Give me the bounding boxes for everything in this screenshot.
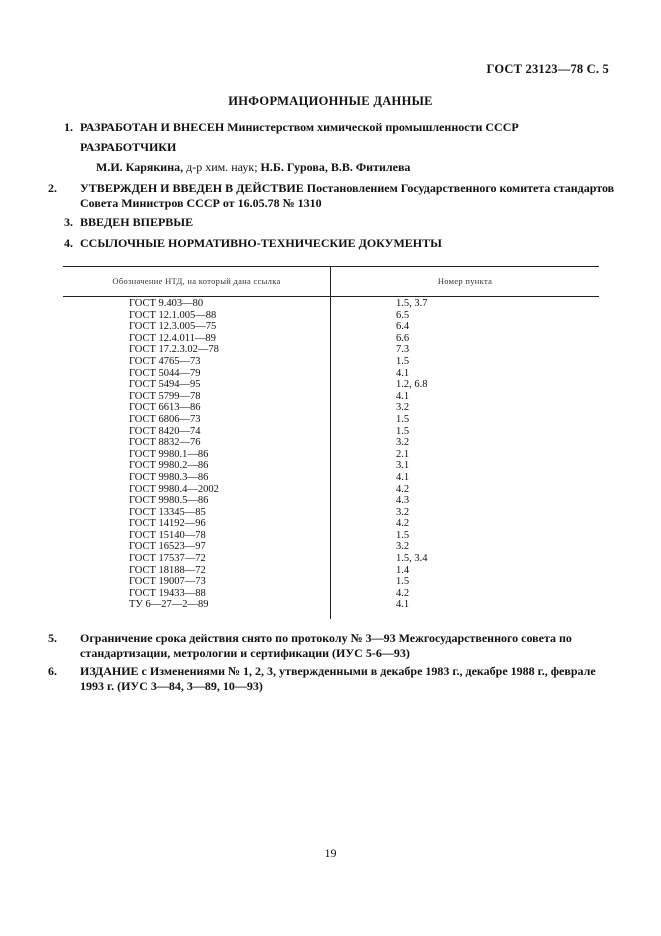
designation-cell: ГОСТ 17537—72 xyxy=(129,553,206,565)
table-row xyxy=(63,426,599,438)
table-row xyxy=(63,368,599,380)
clause-cell: 4.2 xyxy=(396,518,410,530)
table-row xyxy=(63,449,599,461)
clause-cell: 3.1 xyxy=(396,460,410,472)
designation-cell: ГОСТ 12.1.005—88 xyxy=(129,309,217,321)
clause-cell: 1.5 xyxy=(396,413,410,425)
item-number: 2. xyxy=(48,181,57,195)
table-header-clause: Номер пункта xyxy=(437,276,493,286)
item-number: 3. xyxy=(64,215,73,229)
designation-cell: ГОСТ 13345—85 xyxy=(129,506,206,518)
designation-cell: ГОСТ 6806—73 xyxy=(129,413,201,425)
clause-cell: 7.3 xyxy=(396,344,410,356)
table-header-designation: Обозначение НТД, на который дана ссылка xyxy=(112,276,281,286)
page-header: ГОСТ 23123—78 С. 5 xyxy=(486,62,609,76)
designation-cell: ГОСТ 14192—96 xyxy=(129,518,206,530)
table-row xyxy=(63,599,599,611)
clause-cell: 4.2 xyxy=(396,587,410,599)
designation-cell: ГОСТ 5494—95 xyxy=(129,379,201,391)
clause-cell: 4.1 xyxy=(396,367,410,379)
table-row xyxy=(63,333,599,345)
table-row xyxy=(63,414,599,426)
clause-cell: 3.2 xyxy=(396,437,410,449)
designation-cell: ГОСТ 9980.4—2002 xyxy=(129,483,219,495)
item-lead: УТВЕРЖДЕН И ВВЕДЕН В ДЕЙСТВИЕ xyxy=(80,181,304,195)
clause-cell: 4.1 xyxy=(396,599,410,611)
designation-cell: ГОСТ 9980.2—86 xyxy=(129,460,209,472)
table-row xyxy=(63,484,599,496)
designation-cell: ГОСТ 12.3.005—75 xyxy=(129,321,217,333)
designation-cell: ГОСТ 9980.1—86 xyxy=(129,448,209,460)
item-1 xyxy=(64,120,604,135)
clause-cell: 3.2 xyxy=(396,506,410,518)
developers-list xyxy=(96,160,410,175)
table-row xyxy=(63,460,599,472)
table-row xyxy=(63,518,599,530)
developers-label: РАЗРАБОТЧИКИ xyxy=(80,140,177,154)
clause-cell: 4.1 xyxy=(396,390,410,402)
designation-cell: ТУ 6—27—2—89 xyxy=(129,599,209,611)
table-header-rule xyxy=(63,296,599,297)
item-text: Министерством химической промышленности СССР xyxy=(224,120,519,134)
designation-cell: ГОСТ 9980.3—86 xyxy=(129,471,209,483)
designation-cell: ГОСТ 4765—73 xyxy=(129,355,201,367)
item-4 xyxy=(64,236,604,251)
designation-cell: ГОСТ 6613—86 xyxy=(129,402,201,414)
table-row xyxy=(63,530,599,542)
table-row xyxy=(63,472,599,484)
clause-cell: 1.5 xyxy=(396,355,410,367)
clause-cell: 6.5 xyxy=(396,309,410,321)
item-text: ВВЕДЕН ВПЕРВЫЕ xyxy=(80,215,194,229)
table-row xyxy=(63,391,599,403)
clause-cell: 1.5 xyxy=(396,425,410,437)
table-row xyxy=(63,402,599,414)
designation-cell: ГОСТ 9980.5—86 xyxy=(129,495,209,507)
table-body xyxy=(63,298,599,611)
table-row xyxy=(63,344,599,356)
developer-names-rest: Н.Б. Гурова, В.В. Фитилева xyxy=(260,160,411,174)
table-row xyxy=(63,541,599,553)
designation-cell: ГОСТ 9.403—80 xyxy=(129,298,204,309)
clause-cell: 1.5, 3.4 xyxy=(396,553,428,565)
designation-cell: ГОСТ 19433—88 xyxy=(129,587,206,599)
designation-cell: ГОСТ 5044—79 xyxy=(129,367,201,379)
clause-cell: 1.4 xyxy=(396,564,410,576)
developer-name: М.И. Карякина, xyxy=(96,160,184,174)
item-number: 4. xyxy=(64,236,73,250)
clause-cell: 1.5, 3.7 xyxy=(396,298,428,309)
item-number: 6. xyxy=(48,664,57,678)
table-row xyxy=(63,437,599,449)
table-row xyxy=(63,495,599,507)
designation-cell: ГОСТ 5799—78 xyxy=(129,390,201,402)
table-row xyxy=(63,310,599,322)
designation-cell: ГОСТ 15140—78 xyxy=(129,529,206,541)
table-row xyxy=(63,356,599,368)
item-5 xyxy=(48,631,620,661)
table-row xyxy=(63,565,599,577)
item-2 xyxy=(48,181,620,211)
clause-cell: 6.6 xyxy=(396,332,410,344)
table-row xyxy=(63,553,599,565)
item-number: 1. xyxy=(64,120,73,134)
section-title: ИНФОРМАЦИОННЫЕ ДАННЫЕ xyxy=(228,94,433,108)
table-row xyxy=(63,588,599,600)
clause-cell: 4.2 xyxy=(396,483,410,495)
clause-cell: 3.2 xyxy=(396,402,410,414)
item-text: Постановлением Государственного комитета стандартов Совета Министров СССР от 16.05.78 № 1310 xyxy=(80,181,615,210)
clause-cell: 1.5 xyxy=(396,576,410,588)
table-row xyxy=(63,298,599,310)
table-row xyxy=(63,379,599,391)
designation-cell: ГОСТ 12.4.011—89 xyxy=(129,332,216,344)
designation-cell: ГОСТ 8420—74 xyxy=(129,425,201,437)
developer-degree: д-р хим. наук; xyxy=(183,160,261,174)
clause-cell: 6.4 xyxy=(396,321,410,333)
table-top-rule xyxy=(63,266,599,267)
item-3 xyxy=(64,215,604,230)
item-lead: РАЗРАБОТАН И ВНЕСЕН xyxy=(80,120,225,134)
item-6 xyxy=(48,664,620,694)
clause-cell: 1.2, 6.8 xyxy=(396,379,428,391)
item-number: 5. xyxy=(48,631,57,645)
table-row xyxy=(63,507,599,519)
page-number: 19 xyxy=(324,846,337,860)
item-text: ИЗДАНИЕ с Изменениями № 1, 2, 3, утвержденными в декабре 1983 г., декабре 1988 г., феврале 1993 г. (ИУС 3—84, 3—89, 10—93) xyxy=(80,664,596,693)
references-table xyxy=(63,266,599,619)
clause-cell: 4.3 xyxy=(396,495,410,507)
clause-cell: 3.2 xyxy=(396,541,410,553)
designation-cell: ГОСТ 19007—73 xyxy=(129,576,206,588)
table-row xyxy=(63,576,599,588)
designation-cell: ГОСТ 16523—97 xyxy=(129,541,206,553)
item-text: ССЫЛОЧНЫЕ НОРМАТИВНО-ТЕХНИЧЕСКИЕ ДОКУМЕНТЫ xyxy=(80,236,442,250)
designation-cell: ГОСТ 8832—76 xyxy=(129,437,201,449)
designation-cell: ГОСТ 17.2.3.02—78 xyxy=(129,344,219,356)
designation-cell: ГОСТ 18188—72 xyxy=(129,564,206,576)
clause-cell: 2.1 xyxy=(396,448,410,460)
clause-cell: 1.5 xyxy=(396,529,410,541)
clause-cell: 4.1 xyxy=(396,471,410,483)
table-row xyxy=(63,321,599,333)
item-text: Ограничение срока действия снято по протоколу № 3—93 Межгосударственного совета по стандартизации, метрологии и сертификации (ИУС 5-6—93) xyxy=(80,631,572,660)
